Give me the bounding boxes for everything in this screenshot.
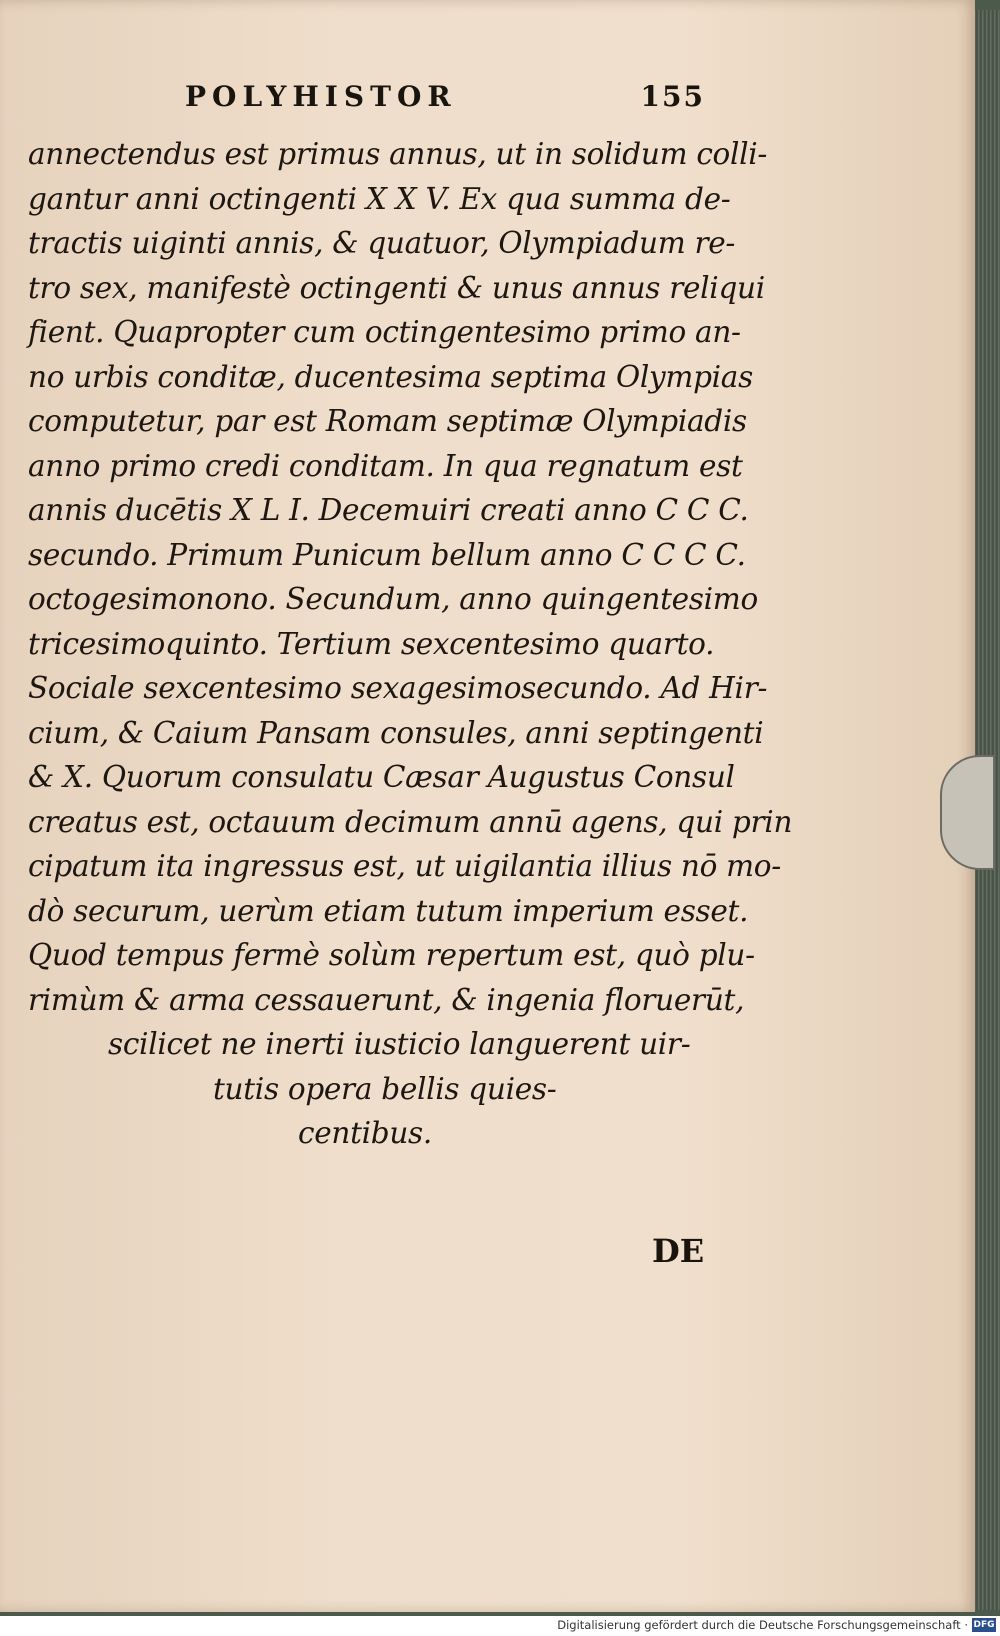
body-text bbox=[28, 132, 793, 1156]
digitization-footer bbox=[0, 1616, 1000, 1636]
closing-line: scilicet ne inerti iusticio languerent uir- bbox=[108, 1027, 691, 1061]
text-line: cipatum ita ingressus est, ut uigilantia illius nō mo- bbox=[28, 849, 781, 883]
text-line: rimùm & arma cessauerunt, & ingenia floruerūt, bbox=[28, 982, 745, 1017]
text-line: tricesimoquinto. Tertium sexcentesimo quarto. bbox=[28, 626, 715, 661]
text-line: secundo. Primum Punicum bellum anno C C C C. bbox=[28, 537, 746, 572]
text-line: annis ducētis X L I. Decemuiri creati anno C C C. bbox=[28, 493, 749, 527]
text-line: Sociale sexcentesimo sexagesimosecundo. Ad Hir- bbox=[28, 671, 768, 705]
text-line: anno primo credi conditam. In qua regnatum est bbox=[28, 448, 743, 483]
closing-line: centibus. bbox=[298, 1116, 432, 1150]
funding-credit: Digitalisierung gefördert durch die Deutsche Forschungsgemeinschaft · bbox=[557, 1618, 968, 1632]
text-line: Quod tempus fermè solùm repertum est, quò plu- bbox=[28, 938, 755, 972]
catchword: DE bbox=[652, 1232, 705, 1270]
text-line: no urbis conditæ, ducentesima septima Olympias bbox=[28, 359, 753, 394]
text-line: creatus est, octauum decimum annū agens, qui prin bbox=[28, 804, 793, 839]
text-line: dò securum, uerùm etiam tutum imperium esset. bbox=[28, 893, 749, 928]
text-line: annectendus est primus annus, ut in solidum colli- bbox=[28, 137, 768, 171]
book-clasp bbox=[940, 755, 995, 870]
text-line: computetur, par est Romam septimæ Olympiadis bbox=[28, 404, 747, 438]
dfg-logo: DFG bbox=[973, 1620, 995, 1630]
text-line: & X. Quorum consulatu Cæsar Augustus Consul bbox=[28, 760, 735, 794]
text-line: cium, & Caium Pansam consules, anni septingenti bbox=[28, 715, 764, 750]
text-line: gantur anni octingenti X X V. Ex qua summa de- bbox=[28, 181, 731, 216]
text-line: fient. Quapropter cum octingentesimo primo an- bbox=[28, 315, 741, 349]
closing-line: tutis opera bellis quies- bbox=[213, 1071, 557, 1106]
text-line: octogesimonono. Secundum, anno quingentesimo bbox=[28, 582, 758, 616]
page-number: 155 bbox=[640, 80, 705, 113]
running-head-title: POLYHISTOR bbox=[185, 80, 457, 113]
text-line: tractis uiginti annis, & quatuor, Olympiadum re- bbox=[28, 226, 736, 260]
text-line: tro sex, manifestè octingenti & unus annus reliqui bbox=[28, 270, 765, 305]
running-head bbox=[185, 80, 705, 120]
